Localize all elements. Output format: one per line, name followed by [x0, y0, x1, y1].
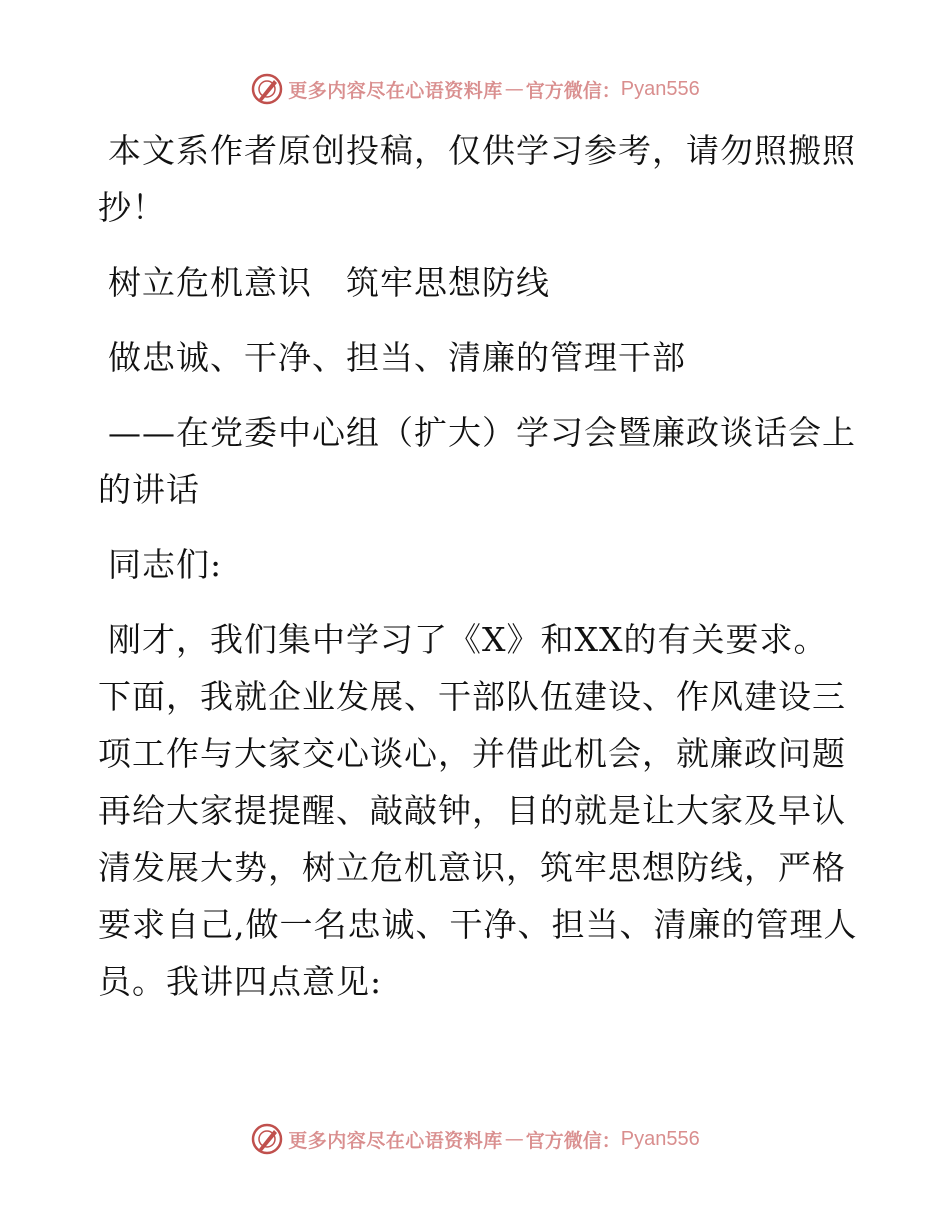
- document-subtitle: 做忠诚、干净、担当、清廉的管理干部: [108, 338, 686, 377]
- footer-watermark: [0, 1122, 950, 1156]
- watermark-wechat-id: Pyan556: [620, 1127, 700, 1150]
- document-content: [98, 122, 858, 1028]
- copyright-notice: 本文系作者原创投稿，仅供学习参考，请勿照搬照抄！: [98, 131, 856, 227]
- watermark-brand: 官方微信：: [525, 79, 621, 102]
- watermark-brand: 官方微信：: [525, 1129, 621, 1152]
- speech-occasion: ——在党委中心组（扩大）学习会暨廉政谈话会上的讲话: [98, 413, 856, 509]
- body-paragraph: 刚才，我们集中学习了《X》和XX的有关要求。下面，我就企业发展、干部队伍建设、作风建设三项工作与大家交心谈心，并借此机会，就廉政问题再给大家提提醒、敲敲钟，目的就是让大家及早认清发展大势，树立危机意识，筑牢思想防线，严格要求自己,做一名忠诚、干净、担当、清廉的管理人员。我讲四点意见:: [98, 620, 858, 1001]
- salutation: 同志们:: [108, 545, 223, 584]
- watermark-text: 更多内容尽在心语资料库: [288, 79, 503, 102]
- pen-logo-icon: [250, 72, 284, 106]
- document-title: 树立危机意识 筑牢思想防线: [108, 263, 550, 302]
- pen-logo-icon: [250, 1122, 284, 1156]
- watermark-text: 更多内容尽在心语资料库: [288, 1129, 503, 1152]
- header-watermark: [0, 72, 950, 106]
- watermark-separator: —: [504, 78, 524, 100]
- watermark-separator: —: [504, 1128, 524, 1150]
- watermark-wechat-id: Pyan556: [620, 77, 700, 100]
